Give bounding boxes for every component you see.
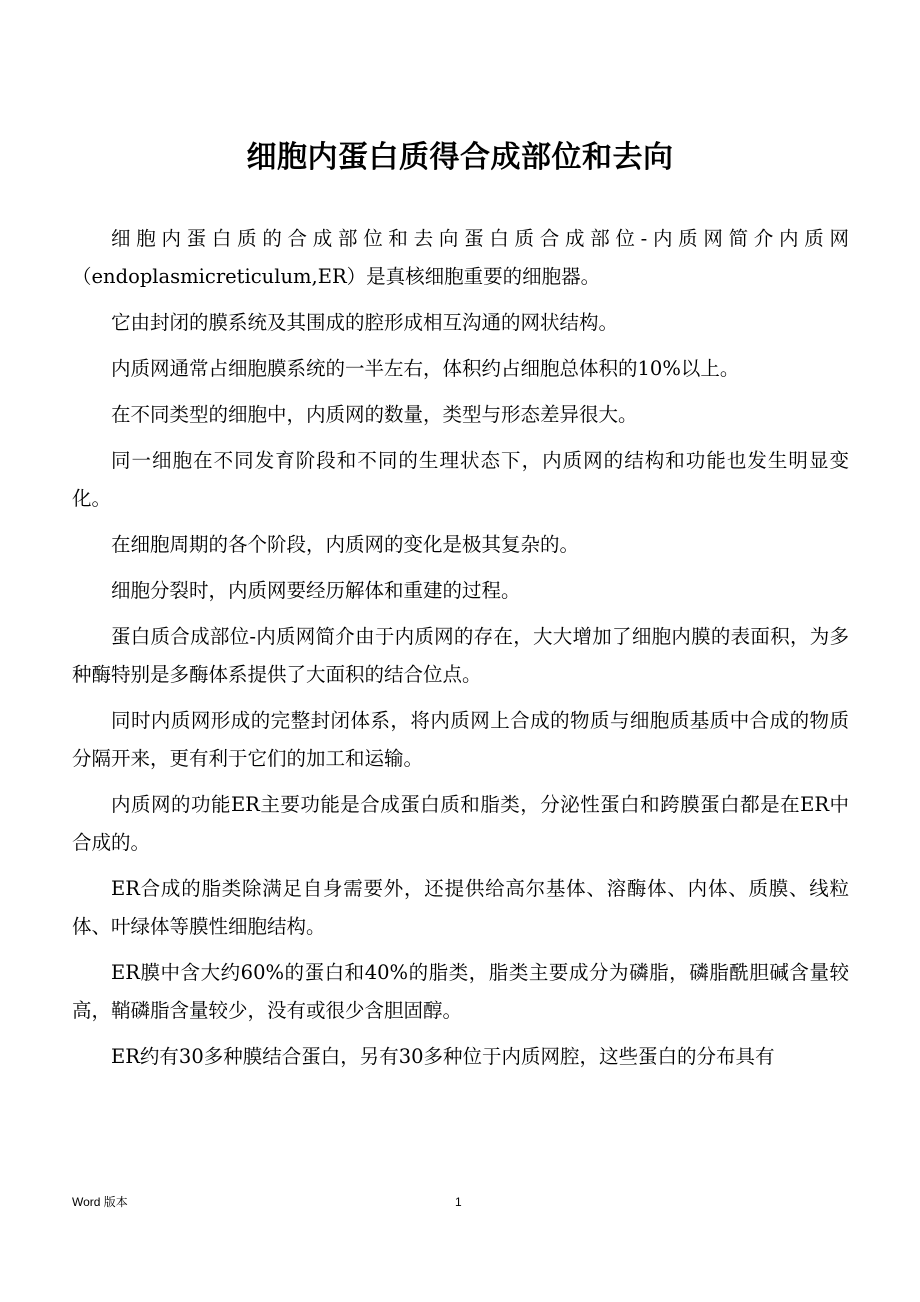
paragraph: 细胞分裂时，内质网要经历解体和重建的过程。 xyxy=(111,579,521,602)
document-body xyxy=(72,220,849,1084)
paragraph: ER约有30多种膜结合蛋白，另有30多种位于内质网腔，这些蛋白的分布具有 xyxy=(111,1045,775,1068)
paragraph: 内质网通常占细胞膜系统的一半左右，体积约占细胞总体积的10%以上。 xyxy=(111,357,740,380)
paragraph: 在不同类型的细胞中，内质网的数量，类型与形态差异很大。 xyxy=(111,403,638,426)
document-title: 细胞内蛋白质得合成部位和去向 xyxy=(246,140,674,175)
paragraph: 蛋白质合成部位-内质网简介由于内质网的存在，大大增加了细胞内膜的表面积，为多种酶特别是多酶体系提供了大面积的结合位点。 xyxy=(72,625,849,686)
footer-version-label: Word 版本 xyxy=(72,1195,128,1209)
paragraph: 同一细胞在不同发育阶段和不同的生理状态下，内质网的结构和功能也发生明显变化。 xyxy=(72,449,849,510)
paragraph: ER膜中含大约60%的蛋白和40%的脂类，脂类主要成分为磷脂，磷脂酰胆碱含量较高，鞘磷脂含量较少，没有或很少含胆固醇。 xyxy=(72,961,849,1022)
paragraph: ER合成的脂类除满足自身需要外，还提供给高尔基体、溶酶体、内体、质膜、线粒体、叶绿体等膜性细胞结构。 xyxy=(72,877,849,938)
paragraph: 细胞内蛋白质的合成部位和去向蛋白质合成部位-内质网简介内质网（endoplasmicreticulum,ER）是真核细胞重要的细胞器。 xyxy=(72,227,849,288)
footer-page-number: 1 xyxy=(455,1195,462,1209)
paragraph: 在细胞周期的各个阶段，内质网的变化是极其复杂的。 xyxy=(111,533,580,556)
paragraph: 同时内质网形成的完整封闭体系，将内质网上合成的物质与细胞质基质中合成的物质分隔开来，更有利于它们的加工和运输。 xyxy=(72,709,849,770)
paragraph: 它由封闭的膜系统及其围成的腔形成相互沟通的网状结构。 xyxy=(111,311,619,334)
paragraph: 内质网的功能ER主要功能是合成蛋白质和脂类，分泌性蛋白和跨膜蛋白都是在ER中合成的。 xyxy=(72,793,849,854)
